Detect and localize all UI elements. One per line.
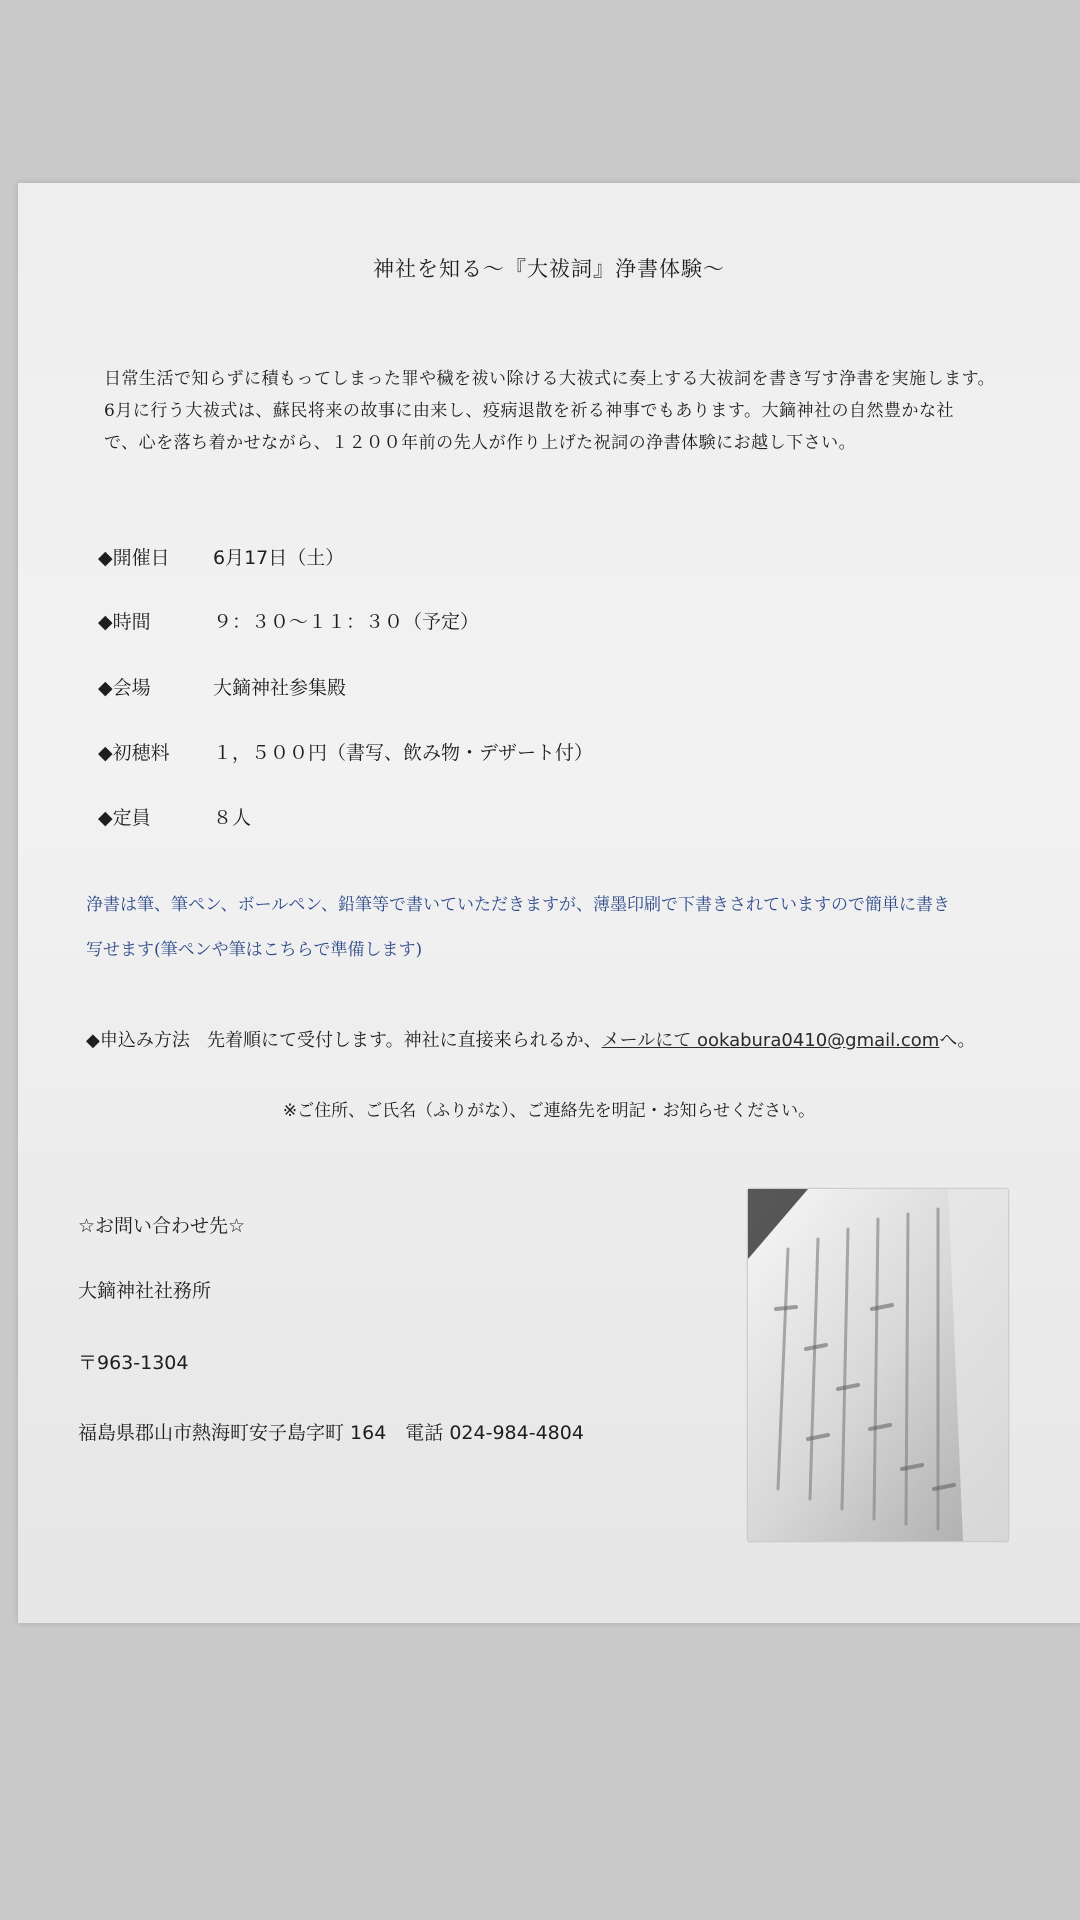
intro-line: 6月に行う大祓式は、蘇民将来の故事に由来し、疫病退散を祈る神事でもあります。大鏑神社の自然豊かな社 — [104, 401, 954, 421]
detail-time — [98, 607, 479, 634]
intro-line: 日常生活で知らずに積もってしまった罪や穢を祓い除ける大祓式に奏上する大祓詞を書き写す浄書を実施します。 — [104, 369, 996, 389]
detail-fee — [98, 738, 593, 765]
intro-line: で、心を落ち着かせながら、１２００年前の先人が作り上げた祝詞の浄書体験にお越し下さい。 — [104, 433, 857, 453]
detail-value: 6月17日（土） — [213, 547, 345, 569]
contact-heading: ☆お問い合わせ先☆ — [78, 1215, 246, 1237]
note-line: 浄書は筆、筆ペン、ボールペン、鉛筆等で書いていただきますが、薄墨印刷で下書きされていますので簡単に書き — [86, 895, 950, 915]
contact-office: 大鏑神社社務所 — [78, 1280, 212, 1302]
apply-text: 先着順にて受付します。神社に直接来られるか、 — [207, 1030, 602, 1051]
apply-suffix: へ。 — [939, 1030, 976, 1051]
detail-value: 大鏑神社参集殿 — [213, 677, 347, 699]
writing-note — [86, 883, 1046, 973]
flyer-sheet — [18, 183, 1080, 1623]
flyer-title: 神社を知る～『大祓詞』浄書体験～ — [373, 257, 725, 281]
remark-text: ※ご住所、ご氏名（ふりがな）、ご連絡先を明記・お知らせください。 — [282, 1101, 816, 1121]
detail-value: １，５００円（書写、飲み物・デザート付） — [213, 742, 594, 764]
detail-label: ◆時間 — [98, 611, 151, 633]
detail-value: ８人 — [213, 807, 252, 829]
note-line: 写せます(筆ペンや筆はこちらで準備します) — [86, 940, 423, 960]
email-link[interactable]: メールにて ookabura0410@gmail.com — [601, 1030, 940, 1051]
detail-date — [98, 543, 344, 570]
detail-label: ◆初穂料 — [98, 742, 170, 764]
apply-label: ◆申込み方法 — [86, 1030, 190, 1051]
detail-capacity — [98, 803, 251, 830]
intro-paragraph — [104, 363, 1044, 459]
detail-value: ９：３０～１１：３０（予定） — [213, 611, 480, 633]
application-method — [86, 1026, 975, 1052]
detail-label: ◆会場 — [98, 677, 151, 699]
contact-postal: 〒963-1304 — [78, 1352, 189, 1374]
detail-label: ◆開催日 — [98, 547, 170, 569]
detail-venue — [98, 673, 346, 700]
contact-address: 福島県郡山市熱海町安子島字町 164 電話 024-984-4804 — [78, 1422, 584, 1444]
detail-label: ◆定員 — [98, 807, 151, 829]
calligraphy-photo — [748, 1189, 1008, 1541]
